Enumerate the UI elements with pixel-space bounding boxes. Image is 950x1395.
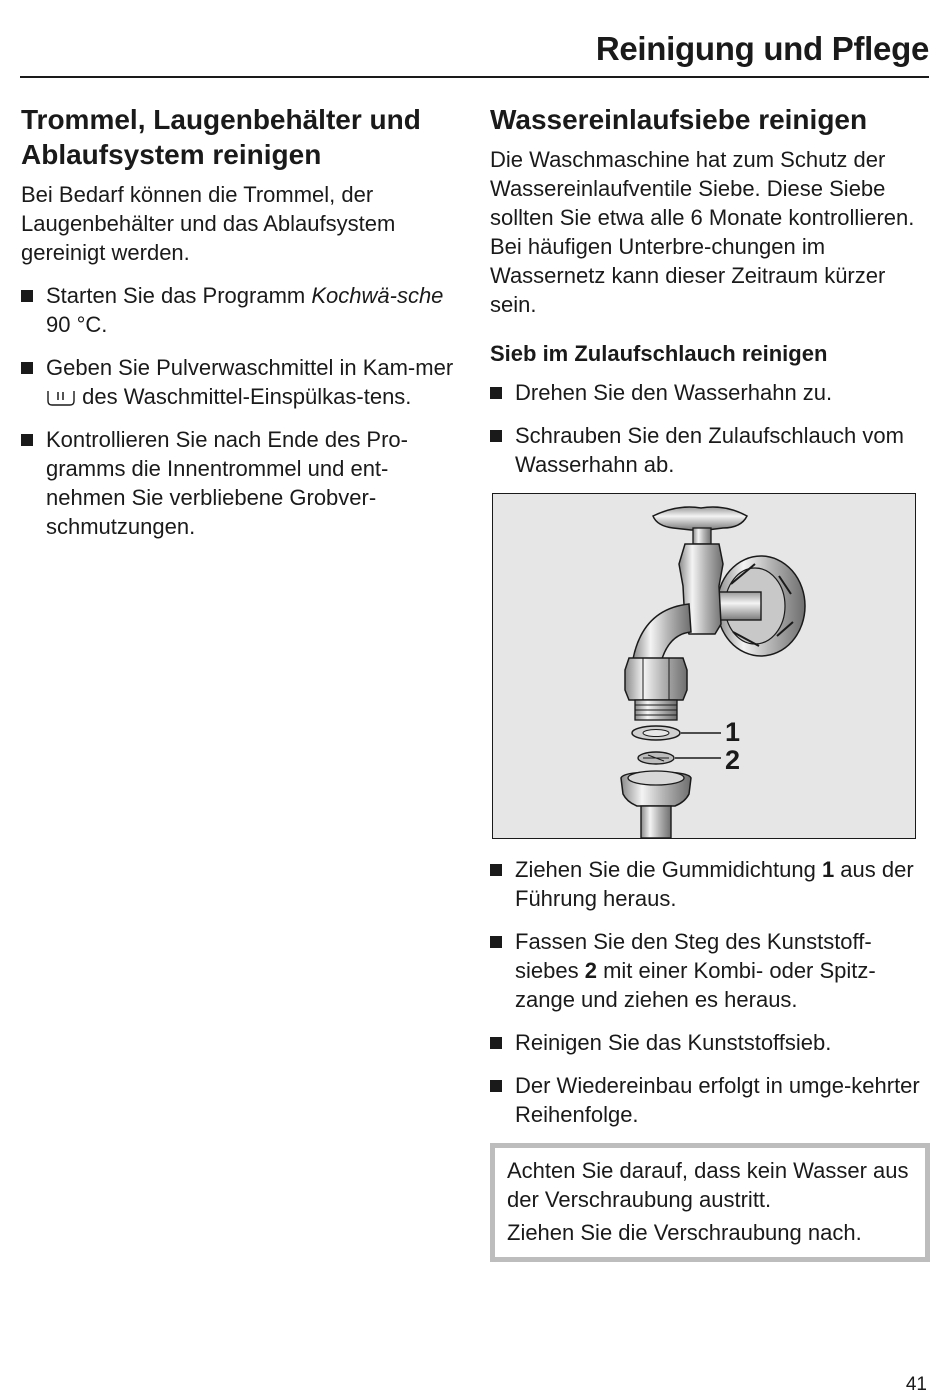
program-name: Kochwä-sche [311,283,444,308]
list-item: Reinigen Sie das Kunststoffsieb. [490,1028,930,1057]
water-tap-icon [493,494,915,838]
step-text: Geben Sie Pulverwaschmittel in Kam-mer [46,355,454,380]
list-item [21,281,463,339]
subheading-hose-filter: Sieb im Zulaufschlauch reinigen [490,341,828,366]
step-text: mit einer Kombi- oder Spitz-zange und ziehen es heraus. [515,958,876,1012]
steps-hose-a [490,378,930,479]
left-column [21,102,463,555]
list-item: Kontrollieren Sie nach Ende des Pro-gramms die Innentrommel und ent-nehmen Sie verbliebene Grobver-schmutzungen. [21,425,463,541]
section-heading-drum: Trommel, Laugenbehälter und Ablaufsystem reinigen [21,104,421,170]
intro-inlet-filters: Die Waschmaschine hat zum Schutz der Wassereinlaufventile Siebe. Diese Siebe sollten Sie etwa alle 6 Monate kontrollieren. Bei häufigen Unterbre-chungen im Wassernetz kann dieser Zeitraum kürzer sein. [490,147,915,317]
note-line: Ziehen Sie die Verschraubung nach. [507,1220,862,1245]
section-heading-inlet-filters: Wassereinlaufsiebe reinigen [490,104,868,135]
step-text: 90 °C. [46,312,108,337]
callout-2: 2 [725,745,741,775]
list-item [490,927,930,1014]
list-item: Schrauben Sie den Zulaufschlauch vom Wasserhahn ab. [490,421,930,479]
right-column [490,102,930,1262]
part-reference: 1 [821,857,835,882]
list-item [21,353,463,411]
steps-drum [21,281,463,541]
step-text: des Waschmittel-Einspülkas-tens. [76,384,412,409]
step-text: Fassen Sie den Steg des Kunststoff-siebes [515,929,872,983]
callout-1: 1 [725,717,741,747]
tap-illustration [492,493,916,839]
note-box [490,1143,930,1262]
page-number: 41 [905,1374,927,1395]
step-text: aus der Führung heraus. [515,857,914,911]
step-text: Starten Sie das Programm [46,283,312,308]
list-item [490,855,930,913]
page-header [20,26,929,78]
note-line: Achten Sie darauf, dass kein Wasser aus der Verschraubung austritt. [507,1158,909,1212]
list-item: Der Wiedereinbau erfolgt in umge-kehrter Reihenfolge. [490,1071,930,1129]
page-title: Reinigung und Pflege [595,30,929,67]
intro-drum: Bei Bedarf können die Trommel, der Laugenbehälter und das Ablaufsystem gereinigt werden. [21,182,396,265]
list-item: Drehen Sie den Wasserhahn zu. [490,378,930,407]
steps-hose-b [490,855,930,1129]
compartment-ii-icon [46,384,76,400]
step-text: Ziehen Sie die Gummidichtung [515,857,822,882]
part-reference: 2 [584,958,597,983]
